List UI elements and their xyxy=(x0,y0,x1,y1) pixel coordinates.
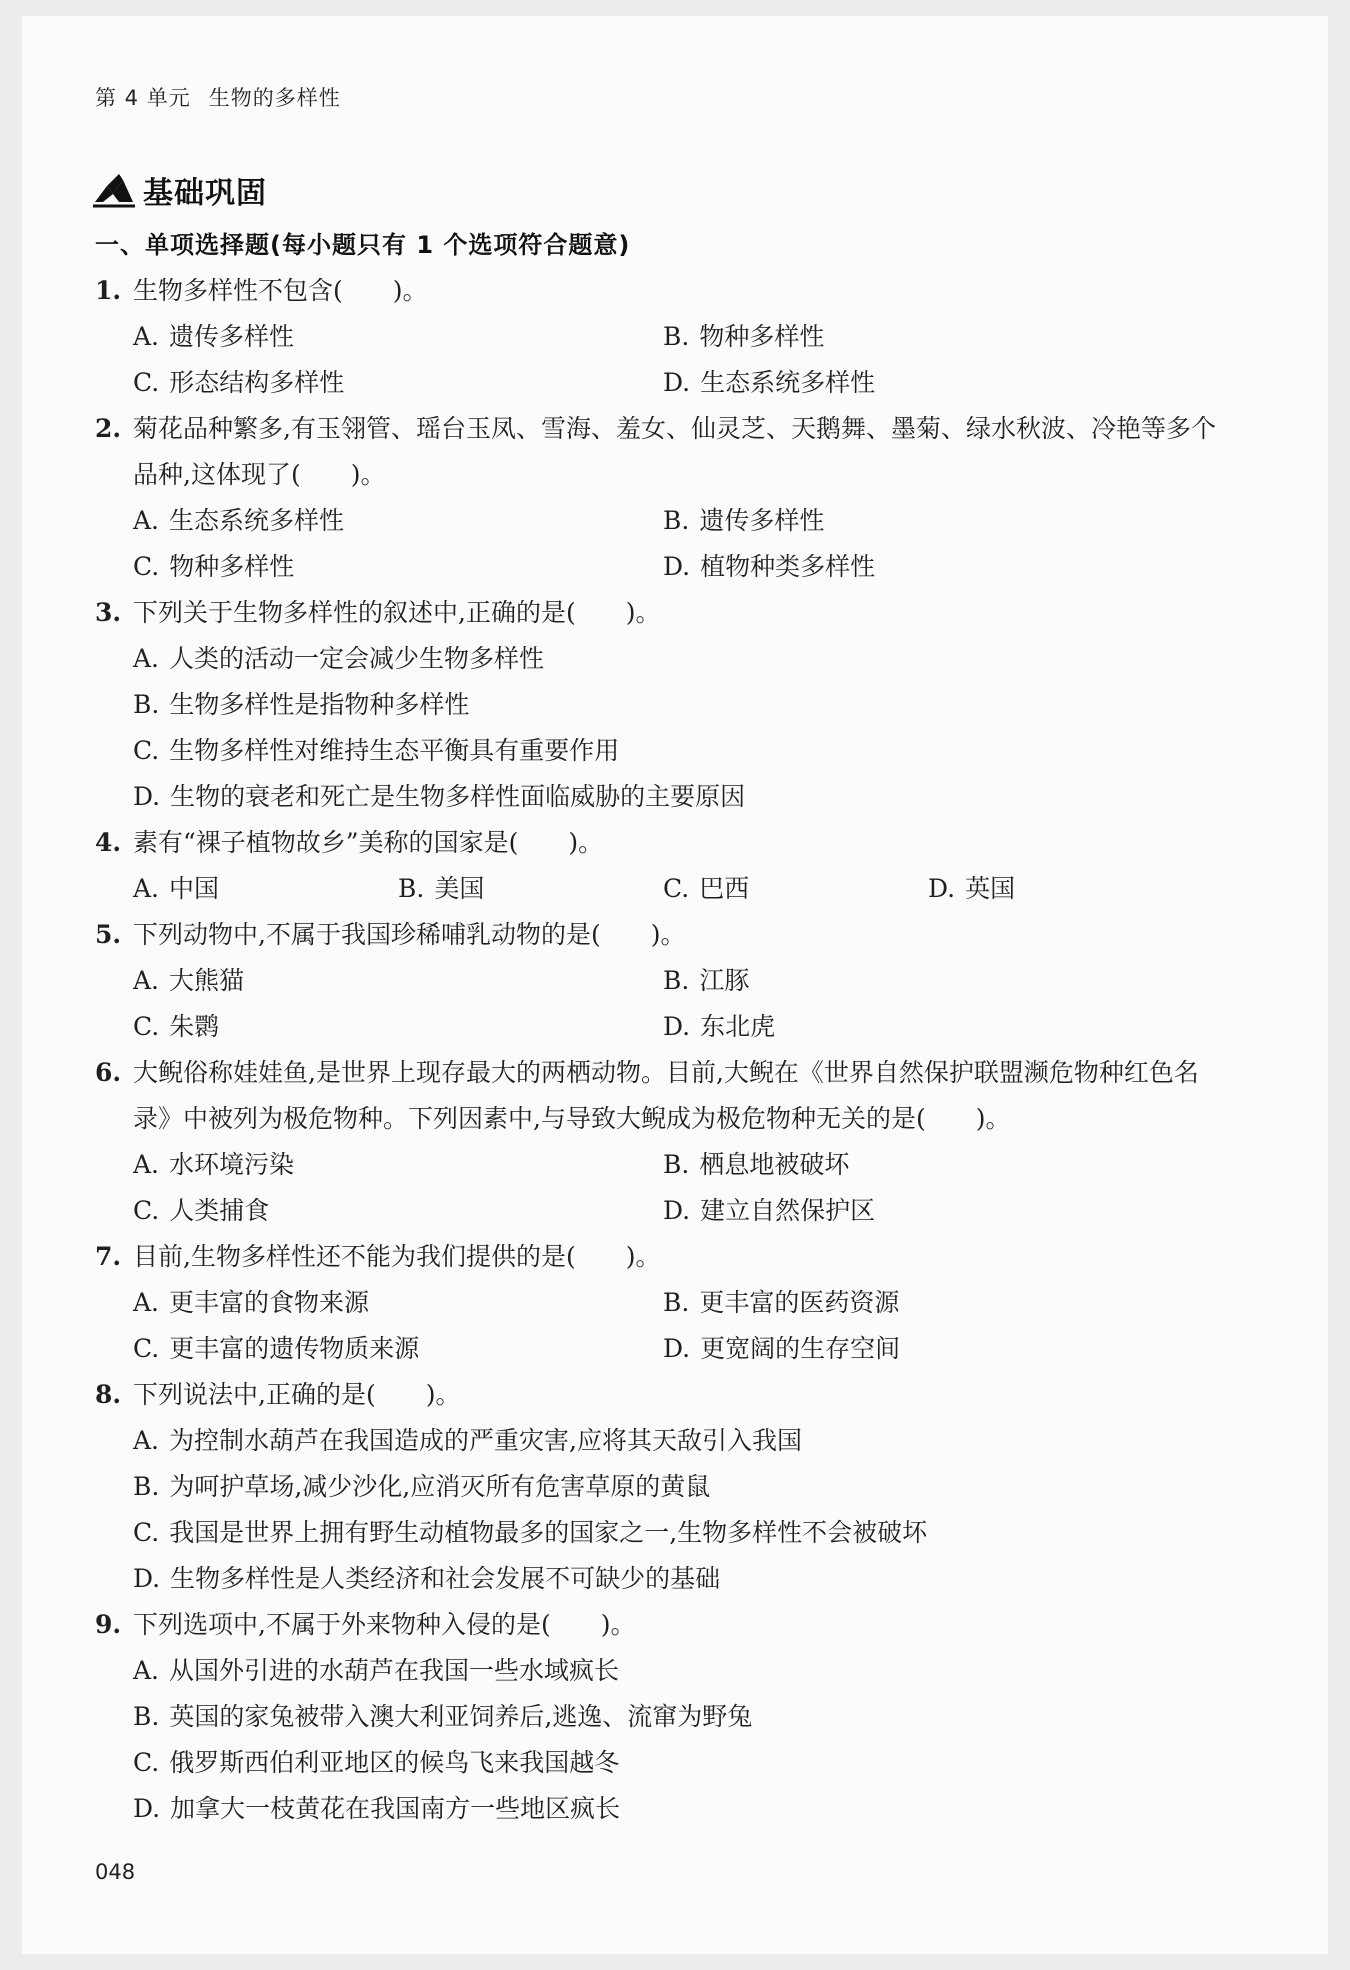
option-group xyxy=(95,866,1235,912)
answer-option xyxy=(133,1188,663,1234)
option-text: 江豚 xyxy=(699,966,750,995)
option-text: 水环境污染 xyxy=(169,1150,295,1179)
option-letter: A. xyxy=(133,1656,160,1685)
three-triangles-icon xyxy=(93,172,135,208)
question-stem xyxy=(95,1050,1235,1142)
option-text: 物种多样性 xyxy=(699,322,825,351)
question-item xyxy=(95,912,1235,1050)
option-text: 生物多样性是人类经济和社会发展不可缺少的基础 xyxy=(170,1564,721,1593)
question-number: 8. xyxy=(95,1380,122,1409)
question-number: 5. xyxy=(95,920,122,949)
question-stem xyxy=(95,912,1235,958)
answer-option xyxy=(928,866,1193,912)
option-text: 英国的家兔被带入澳大利亚饲养后,逃逸、流窜为野兔 xyxy=(169,1702,753,1731)
option-group xyxy=(95,1280,1235,1372)
question-item xyxy=(95,1050,1235,1234)
question-number: 3. xyxy=(95,598,122,627)
answer-option xyxy=(133,1326,663,1372)
option-text: 建立自然保护区 xyxy=(700,1196,876,1225)
option-letter: A. xyxy=(133,1288,160,1317)
option-letter: D. xyxy=(133,782,161,811)
option-text: 更丰富的食物来源 xyxy=(169,1288,370,1317)
option-text: 为控制水葫芦在我国造成的严重灾害,应将其天敌引入我国 xyxy=(169,1426,802,1455)
answer-option xyxy=(133,636,1233,682)
option-letter: C. xyxy=(133,1748,160,1777)
option-text: 中国 xyxy=(169,874,220,903)
option-text: 生物的衰老和死亡是生物多样性面临威胁的主要原因 xyxy=(170,782,746,811)
question-number: 9. xyxy=(95,1610,122,1639)
question-item xyxy=(95,820,1235,912)
answer-option xyxy=(663,866,928,912)
answer-option xyxy=(133,958,663,1004)
option-text: 栖息地被破坏 xyxy=(699,1150,850,1179)
question-item xyxy=(95,268,1235,406)
unit-title: 生物的多样性 xyxy=(208,86,341,110)
option-text: 巴西 xyxy=(699,874,750,903)
option-letter: B. xyxy=(133,1702,160,1731)
answer-option xyxy=(663,498,1193,544)
option-letter: D. xyxy=(133,1564,161,1593)
option-letter: B. xyxy=(133,1472,160,1501)
option-text: 遗传多样性 xyxy=(699,506,825,535)
option-letter: D. xyxy=(663,1012,691,1041)
option-text: 更宽阔的生存空间 xyxy=(700,1334,901,1363)
question-stem xyxy=(95,590,1235,636)
page-header xyxy=(95,82,341,112)
option-text: 朱鹮 xyxy=(169,1012,220,1041)
option-letter: C. xyxy=(133,368,160,397)
question-stem xyxy=(95,406,1235,498)
question-text: 素有“裸子植物故乡”美称的国家是( )。 xyxy=(133,828,604,857)
option-letter: C. xyxy=(133,736,160,765)
question-item xyxy=(95,1372,1235,1602)
answer-option xyxy=(133,774,1233,820)
option-text: 英国 xyxy=(965,874,1016,903)
option-text: 人类捕食 xyxy=(169,1196,270,1225)
part-title: 一、单项选择题(每小题只有 1 个选项符合题意) xyxy=(95,231,631,259)
question-list xyxy=(95,222,1235,1832)
option-letter: C. xyxy=(133,1518,160,1547)
answer-option xyxy=(133,314,663,360)
question-stem xyxy=(95,820,1235,866)
answer-option xyxy=(133,1142,663,1188)
answer-option xyxy=(133,866,398,912)
option-text: 加拿大一枝黄花在我国南方一些地区疯长 xyxy=(170,1794,621,1823)
question-number: 7. xyxy=(95,1242,122,1271)
section-title: 基础巩固 xyxy=(143,176,267,211)
answer-option xyxy=(133,1694,1233,1740)
answer-option xyxy=(663,544,1193,590)
question-text: 目前,生物多样性还不能为我们提供的是( )。 xyxy=(133,1242,661,1271)
question-text: 大鲵俗称娃娃鱼,是世界上现存最大的两栖动物。目前,大鲵在《世界自然保护联盟濒危物种红色名录》中被列为极危物种。下列因素中,与导致大鲵成为极危物种无关的是( )。 xyxy=(133,1058,1199,1133)
option-letter: A. xyxy=(133,966,160,995)
option-letter: C. xyxy=(133,1196,160,1225)
section-heading xyxy=(93,168,267,212)
answer-option xyxy=(398,866,663,912)
option-letter: D. xyxy=(663,1334,691,1363)
answer-option xyxy=(133,1740,1233,1786)
option-text: 物种多样性 xyxy=(169,552,295,581)
question-number: 2. xyxy=(95,414,122,443)
question-stem xyxy=(95,1602,1235,1648)
answer-option xyxy=(133,498,663,544)
option-text: 生物多样性对维持生态平衡具有重要作用 xyxy=(169,736,620,765)
question-item xyxy=(95,1234,1235,1372)
option-letter: B. xyxy=(663,322,690,351)
option-letter: B. xyxy=(663,966,690,995)
option-letter: A. xyxy=(133,1426,160,1455)
answer-option xyxy=(133,1786,1233,1832)
option-letter: C. xyxy=(663,874,690,903)
option-text: 遗传多样性 xyxy=(169,322,295,351)
option-letter: A. xyxy=(133,644,160,673)
option-text: 美国 xyxy=(434,874,485,903)
answer-option xyxy=(133,1280,663,1326)
question-number: 6. xyxy=(95,1058,122,1087)
option-letter: C. xyxy=(133,552,160,581)
option-text: 更丰富的遗传物质来源 xyxy=(169,1334,420,1363)
answer-option xyxy=(133,682,1233,728)
option-text: 形态结构多样性 xyxy=(169,368,345,397)
page-number: 048 xyxy=(95,1860,136,1884)
option-text: 更丰富的医药资源 xyxy=(699,1288,900,1317)
option-text: 我国是世界上拥有野生动植物最多的国家之一,生物多样性不会被破坏 xyxy=(169,1518,928,1547)
answer-option xyxy=(133,1418,1233,1464)
option-letter: A. xyxy=(133,506,160,535)
answer-option xyxy=(663,1004,1193,1050)
question-text: 菊花品种繁多,有玉翎管、瑶台玉凤、雪海、羞女、仙灵芝、天鹅舞、墨菊、绿水秋波、冷艳等多个品种,这体现了( )。 xyxy=(133,414,1216,489)
option-letter: D. xyxy=(663,552,691,581)
option-letter: B. xyxy=(398,874,425,903)
question-text: 下列说法中,正确的是( )。 xyxy=(133,1380,461,1409)
option-letter: C. xyxy=(133,1334,160,1363)
question-stem xyxy=(95,1372,1235,1418)
option-text: 生态系统多样性 xyxy=(169,506,345,535)
question-text: 下列选项中,不属于外来物种入侵的是( )。 xyxy=(133,1610,636,1639)
question-stem xyxy=(95,268,1235,314)
answer-option xyxy=(663,958,1193,1004)
answer-option xyxy=(133,1464,1233,1510)
option-letter: A. xyxy=(133,322,160,351)
option-text: 从国外引进的水葫芦在我国一些水域疯长 xyxy=(169,1656,620,1685)
answer-option xyxy=(133,1004,663,1050)
option-letter: D. xyxy=(133,1794,161,1823)
option-letter: D. xyxy=(663,1196,691,1225)
answer-option xyxy=(133,1648,1233,1694)
option-group xyxy=(95,636,1235,820)
option-letter: B. xyxy=(133,690,160,719)
option-letter: B. xyxy=(663,506,690,535)
question-item xyxy=(95,590,1235,820)
answer-option xyxy=(663,1142,1193,1188)
option-group xyxy=(95,1142,1235,1234)
option-letter: A. xyxy=(133,874,160,903)
question-stem xyxy=(95,1234,1235,1280)
option-text: 为呵护草场,减少沙化,应消灭所有危害草原的黄鼠 xyxy=(169,1472,711,1501)
answer-option xyxy=(133,728,1233,774)
option-text: 生物多样性是指物种多样性 xyxy=(169,690,470,719)
unit-label: 第 4 单元 xyxy=(95,86,191,110)
question-text: 生物多样性不包含( )。 xyxy=(133,276,428,305)
option-group xyxy=(95,958,1235,1050)
answer-option xyxy=(133,1556,1233,1602)
answer-option xyxy=(663,1326,1193,1372)
option-group xyxy=(95,314,1235,406)
option-text: 植物种类多样性 xyxy=(700,552,876,581)
option-letter: C. xyxy=(133,1012,160,1041)
option-letter: D. xyxy=(663,368,691,397)
option-letter: B. xyxy=(663,1150,690,1179)
option-text: 东北虎 xyxy=(700,1012,776,1041)
question-item xyxy=(95,406,1235,590)
option-group xyxy=(95,1648,1235,1832)
option-group xyxy=(95,498,1235,590)
option-group xyxy=(95,1418,1235,1602)
question-text: 下列动物中,不属于我国珍稀哺乳动物的是( )。 xyxy=(133,920,686,949)
answer-option xyxy=(663,1280,1193,1326)
question-number: 4. xyxy=(95,828,122,857)
question-number: 1. xyxy=(95,276,122,305)
option-letter: B. xyxy=(663,1288,690,1317)
option-letter: A. xyxy=(133,1150,160,1179)
answer-option xyxy=(133,544,663,590)
option-text: 大熊猫 xyxy=(169,966,245,995)
answer-option xyxy=(133,1510,1233,1556)
question-item xyxy=(95,1602,1235,1832)
answer-option xyxy=(663,314,1193,360)
answer-option xyxy=(663,360,1193,406)
question-text: 下列关于生物多样性的叙述中,正确的是( )。 xyxy=(133,598,661,627)
option-text: 生态系统多样性 xyxy=(700,368,876,397)
answer-option xyxy=(133,360,663,406)
option-text: 人类的活动一定会减少生物多样性 xyxy=(169,644,545,673)
option-letter: D. xyxy=(928,874,956,903)
answer-option xyxy=(663,1188,1193,1234)
option-text: 俄罗斯西伯利亚地区的候鸟飞来我国越冬 xyxy=(169,1748,620,1777)
